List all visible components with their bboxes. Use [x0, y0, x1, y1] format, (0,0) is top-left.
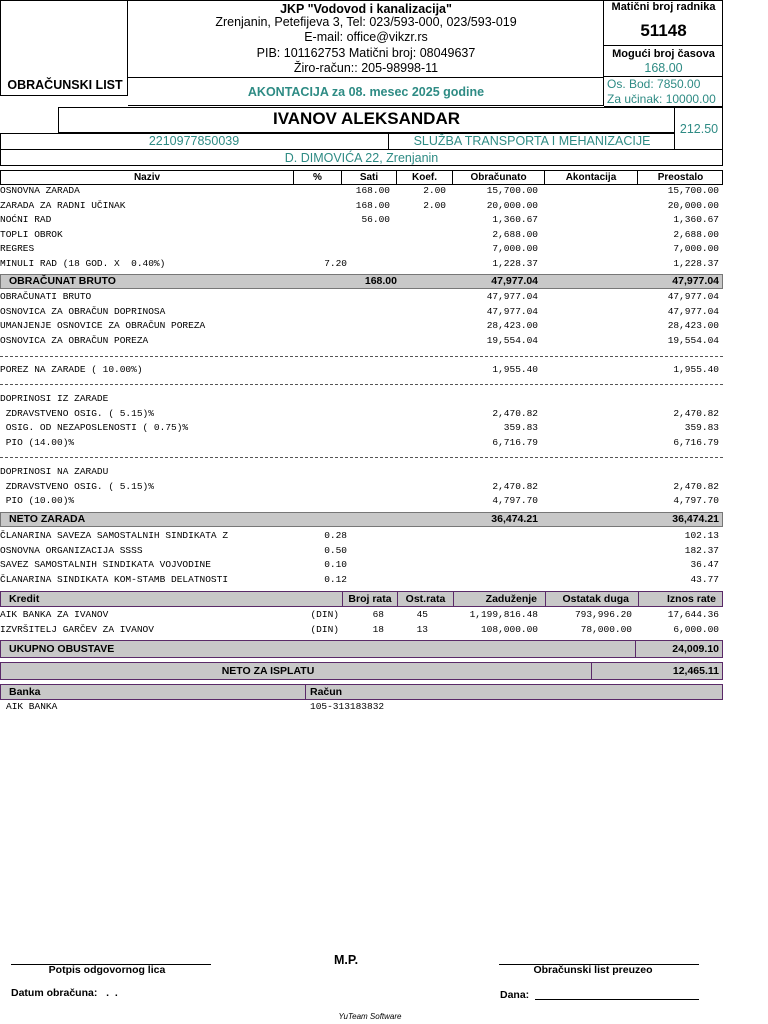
row-zaduzenje: 1,199,816.48: [469, 609, 538, 620]
row-obracunato: 19,554.04: [486, 334, 538, 346]
row-ostatak-duga: 78,000.00: [580, 623, 632, 635]
credit-header-divider: [545, 592, 546, 606]
col-header-obracunato: Obračunato: [453, 171, 545, 184]
bruto-obracunato: 47,977.04: [491, 275, 538, 287]
col-header-sati: Sati: [342, 171, 397, 184]
col-header-akontacija: Akontacija: [545, 171, 638, 184]
row-obracunato: 20,000.00: [486, 199, 538, 211]
contrib-on-title: DOPRINOSI NA ZARADU: [0, 466, 109, 477]
col-header-preostalo: Preostalo: [657, 172, 704, 183]
credit-header-iznos: Iznos rate: [666, 593, 716, 605]
row-preostalo: 2,470.82: [673, 407, 719, 419]
row-koef: 2.00: [423, 185, 446, 196]
row-naziv: PIO (10.00)%: [0, 495, 75, 507]
row-preostalo: 1,360.67: [673, 214, 719, 226]
hours-label: Mogući broj časova: [612, 48, 715, 60]
row-naziv: ZDRAVSTVENO OSIG. ( 5.15)%: [0, 407, 154, 419]
row-naziv: POREZ NA ZARADE ( 10.00%): [0, 364, 143, 375]
row-preostalo: 47,977.04: [667, 305, 719, 317]
section-title: [0, 465, 723, 480]
row-preostalo: 20,000.00: [667, 199, 719, 211]
table-row: [0, 257, 723, 272]
divider: [0, 384, 723, 385]
row-preostalo: 47,977.04: [667, 291, 719, 302]
row-naziv: SAVEZ SAMOSTALNIH SINDIKATA VOJVODINE: [0, 559, 211, 571]
col-header-koef: Koef.: [397, 171, 453, 184]
bank-header-divider: [305, 685, 306, 699]
net-payout-bar: [0, 662, 723, 680]
row-naziv: PIO (14.00)%: [0, 436, 75, 448]
bases-list: [0, 290, 723, 350]
dues-list: [0, 529, 723, 589]
row-obracunato: 1,360.67: [492, 214, 538, 226]
document-title: OBRAČUNSKI LIST: [7, 78, 123, 92]
software-credit: YuTeam Software: [338, 1012, 402, 1021]
mbr-value: 51148: [640, 21, 687, 40]
bank-header-racun: Račun: [310, 686, 343, 698]
os-bod: Os. Bod: 7850.00: [607, 77, 701, 91]
tax-list: [0, 363, 723, 378]
row-pct: 0.50: [324, 544, 347, 556]
neto-label: NETO ZARADA: [9, 513, 86, 525]
row-preostalo: 2,688.00: [673, 228, 719, 240]
row-naziv: OBRAČUNATI BRUTO: [0, 291, 92, 302]
coef-value: 212.50: [679, 122, 719, 136]
row-pct: 0.12: [324, 573, 347, 585]
credits-list: [0, 608, 723, 638]
col-header-pct: %: [294, 171, 342, 184]
row-preostalo: 19,554.04: [667, 334, 719, 346]
contrib-from-title: DOPRINOSI IZ ZARADE: [0, 393, 109, 404]
earnings-list: [0, 184, 723, 274]
table-row: [0, 213, 723, 228]
table-row: [0, 573, 723, 588]
row-obracunato: 1,228.37: [492, 258, 538, 269]
row-naziv: OSNOVNA ORGANIZACIJA SSSS: [0, 544, 143, 556]
row-obracunato: 6,716.79: [492, 436, 538, 448]
employee-department: SLUŽBA TRANSPORTA I MEHANIZACIJE: [413, 134, 651, 148]
row-obracunato: 4,797.70: [492, 495, 538, 507]
row-preostalo: 182.37: [684, 544, 719, 556]
company-email: E-mail: office@vikzr.rs: [304, 30, 428, 44]
row-preostalo: 102.13: [684, 530, 719, 541]
row-naziv: ZARADA ZA RADNI UČINAK: [0, 199, 126, 211]
row-naziv: ZDRAVSTVENO OSIG. ( 5.15)%: [0, 480, 154, 492]
row-naziv: NOĆNI RAD: [0, 214, 52, 226]
table-row: [0, 544, 723, 559]
row-naziv: IZVRŠITELJ GARČEV ZA IVANOV: [0, 623, 154, 635]
net-payout-value: 12,465.11: [672, 665, 719, 677]
credit-header-zaduzenje: Zaduženje: [485, 593, 537, 605]
credit-header-ost: Ost.rata: [405, 593, 446, 605]
row-naziv: UMANJENJE OSNOVICE ZA OBRAČUN POREZA: [0, 320, 206, 332]
company-pib: PIB: 101162753 Matični broj: 08049637: [256, 46, 476, 60]
table-row: [0, 421, 723, 436]
row-naziv: REGRES: [0, 243, 35, 255]
bruto-bar: [0, 274, 723, 289]
row-ost-rata: 45: [416, 609, 428, 620]
receipt-date-label: Dana:: [500, 989, 530, 1001]
period-label: AKONTACIJA za 08. mesec 2025 godine: [247, 85, 485, 99]
row-naziv: ČLANARINA SAVEZA SAMOSTALNIH SINDIKATA Z: [0, 530, 229, 541]
row-obracunato: 47,977.04: [486, 291, 538, 302]
row-preostalo: 7,000.00: [673, 243, 719, 255]
table-header: [0, 170, 723, 185]
table-row: [0, 305, 723, 320]
table-row: [0, 334, 723, 349]
row-currency: (DIN): [310, 623, 339, 635]
row-naziv: TOPLI OBROK: [0, 228, 63, 240]
row-naziv: OSNOVNA ZARADA: [0, 185, 80, 196]
employee-address: D. DIMOVIĆA 22, Zrenjanin: [284, 151, 439, 165]
row-naziv: MINULI RAD (18 GOD. X 0.40%): [0, 258, 166, 269]
company-address: Zrenjanin, Petefijeva 3, Tel: 023/593-000, 023/593-019: [215, 15, 517, 29]
divider: [0, 457, 723, 458]
credit-header-broj: Broj rata: [348, 593, 392, 605]
bank-header: [0, 684, 723, 700]
table-row: [0, 529, 723, 544]
row-naziv: AIK BANKA ZA IVANOV: [0, 609, 109, 620]
table-row: [0, 700, 723, 715]
company-account: Žiro-račun:: 205-98998-11: [293, 61, 439, 75]
table-row: [0, 480, 723, 495]
table-row: [0, 623, 723, 638]
row-currency: (DIN): [310, 609, 339, 620]
table-row: [0, 363, 723, 378]
row-iznos-rate: 6,000.00: [673, 623, 719, 635]
bruto-preostalo: 47,977.04: [672, 275, 719, 287]
total-deductions-label: UKUPNO OBUSTAVE: [9, 643, 115, 655]
credit-header-divider: [453, 592, 454, 606]
bank-name: AIK BANKA: [6, 701, 58, 712]
row-obracunato: 1,955.40: [492, 364, 538, 375]
table-row: [0, 436, 723, 451]
row-obracunato: 359.83: [503, 422, 538, 434]
credit-header-kredit: Kredit: [9, 593, 40, 605]
credit-header: [0, 591, 723, 607]
neto-obracunato: 36,474.21: [491, 513, 538, 525]
table-row: [0, 319, 723, 334]
signer-label: Potpis odgovornog lica: [48, 964, 166, 976]
credit-header-ostatak: Ostatak duga: [562, 593, 629, 605]
row-iznos-rate: 17,644.36: [667, 609, 719, 620]
row-ostatak-duga: 793,996.20: [574, 609, 632, 620]
row-preostalo: 36.47: [690, 559, 719, 571]
row-naziv: ČLANARINA SINDIKATA KOM-STAMB DELATNOSTI: [0, 573, 229, 585]
row-naziv: OSNOVICA ZA OBRAČUN DOPRINOSA: [0, 305, 166, 317]
row-zaduzenje: 108,000.00: [480, 623, 538, 635]
section-title: [0, 392, 723, 407]
table-row: [0, 184, 723, 199]
stamp-label: M.P.: [334, 953, 359, 967]
employee-jmbg: 2210977850039: [148, 134, 240, 148]
table-row: [0, 407, 723, 422]
row-naziv: OSIG. OD NEZAPOSLENOSTI ( 0.75)%: [0, 422, 189, 434]
row-broj-rata: 68: [372, 609, 384, 620]
row-sati: 168.00: [355, 199, 390, 211]
table-row: [0, 290, 723, 305]
table-row: [0, 558, 723, 573]
row-obracunato: 15,700.00: [486, 185, 538, 196]
receipt-date-line: [535, 999, 699, 1000]
table-row: [0, 608, 723, 623]
row-preostalo: 4,797.70: [673, 495, 719, 507]
mbr-label: Matični broj radnika: [611, 1, 716, 13]
bank-header-banka: Banka: [9, 686, 41, 698]
total-deductions-bar: [0, 640, 723, 658]
credit-header-divider: [638, 592, 639, 606]
calc-date-label: Datum obračuna: . .: [11, 987, 118, 999]
row-obracunato: 2,470.82: [492, 480, 538, 492]
za-ucinak: Za učinak: 10000.00: [607, 92, 716, 106]
contrib-from-list: [0, 392, 723, 452]
employee-name: IVANOV ALEKSANDAR: [272, 109, 460, 128]
receiver-label: Obračunski list preuzeo: [533, 964, 653, 976]
total-deductions-divider: [635, 641, 636, 657]
bruto-label: OBRAČUNAT BRUTO: [9, 275, 116, 287]
row-pct: 7.20: [324, 258, 347, 269]
row-naziv: OSNOVICA ZA OBRAČUN POREZA: [0, 334, 149, 346]
net-payout-divider: [591, 663, 592, 679]
row-obracunato: 47,977.04: [486, 305, 538, 317]
neto-bar: [0, 512, 723, 527]
table-row: [0, 199, 723, 214]
company-name: JKP "Vodovod i kanalizacija": [280, 2, 452, 16]
net-payout-label: NETO ZA ISPLATU: [221, 665, 315, 677]
row-ost-rata: 13: [416, 623, 428, 635]
row-preostalo: 1,955.40: [673, 364, 719, 375]
bank-account: 105-313183832: [310, 701, 385, 712]
neto-preostalo: 36,474.21: [672, 513, 719, 525]
row-obracunato: 7,000.00: [492, 243, 538, 255]
bruto-sati: 168.00: [364, 275, 397, 287]
row-preostalo: 1,228.37: [673, 258, 719, 269]
divider: [0, 356, 723, 357]
table-row: [0, 494, 723, 509]
total-deductions-value: 24,009.10: [672, 643, 719, 655]
row-pct: 0.10: [324, 559, 347, 571]
row-preostalo: 6,716.79: [673, 436, 719, 448]
contrib-on-list: [0, 465, 723, 510]
row-sati: 56.00: [361, 214, 390, 226]
table-row: [0, 228, 723, 243]
row-broj-rata: 18: [372, 623, 384, 635]
row-koef: 2.00: [423, 199, 446, 211]
row-obracunato: 2,470.82: [492, 407, 538, 419]
row-preostalo: 359.83: [684, 422, 719, 434]
row-pct: 0.28: [324, 530, 347, 541]
row-obracunato: 2,688.00: [492, 228, 538, 240]
row-preostalo: 43.77: [690, 573, 719, 585]
row-obracunato: 28,423.00: [486, 320, 538, 332]
row-preostalo: 28,423.00: [667, 320, 719, 332]
table-row: [0, 242, 723, 257]
col-header-naziv: Naziv: [1, 171, 294, 184]
bank-list: [0, 700, 723, 715]
row-sati: 168.00: [355, 185, 390, 196]
row-preostalo: 15,700.00: [667, 185, 719, 196]
row-preostalo: 2,470.82: [673, 480, 719, 492]
hours-value: 168.00: [644, 61, 683, 75]
